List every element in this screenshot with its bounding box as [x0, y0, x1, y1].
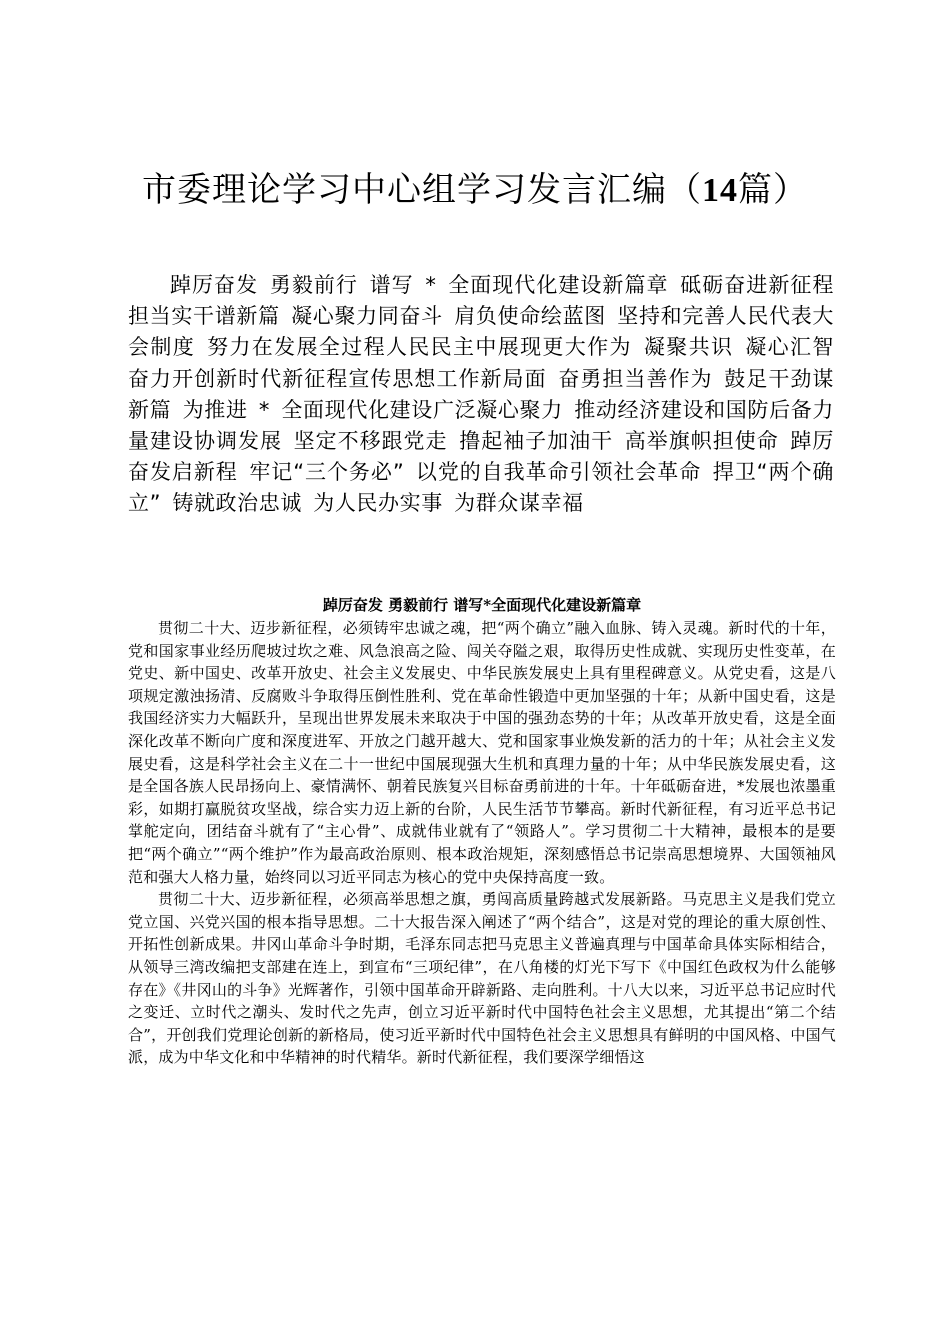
article-paragraph-2: 贯彻二十大、迈步新征程，必须高举思想之旗，勇闯高质量跨越式发展新路。马克思主义是我们党立党立国、兴党兴国的根本指导思想。二十大报告深入阐述了“两个结合”，这是对党的理论的重大原创性、开拓性创新成果。井冈山革命斗争时期，毛泽东同志把马克思主义普遍真理与中国革命具体实际相结合，从领导三湾改编把支部建在连上，到宣布“三项纪律”，在八角楼的灯光下写下《中国红色政权为什么能够存在》《井冈山的斗争》光辉著作，引领中国革命开辟新路、走向胜利。十八大以来，习近平总书记应时代之变迁、立时代之潮头、发时代之先声，创立习近平新时代中国特色社会主义思想，尤其提出“第二个结合”，开创我们党理论创新的新格局，使习近平新时代中国特色社会主义思想具有鲜明的中国风格、中国气派，成为中华文化和中华精神的时代精华。新时代新征程，我们要深学细悟这 — [128, 890, 836, 1067]
article-paragraph-1: 贯彻二十大、迈步新征程，必须铸牢忠诚之魂，把“两个确立”融入血脉、铸入灵魂。新时代的十年，党和国家事业经历爬坡过坎之难、风急浪高之险、闯关夺隘之艰，取得历史性成就、实现历史性变革，在党史、新中国史、改革开放史、社会主义发展史、中华民族发展史上具有里程碑意义。从党史看，这是八项规定激浊扬清、反腐败斗争取得压倒性胜利、党在革命性锻造中更加坚强的十年；从新中国史看，这是我国经济实力大幅跃升，呈现出世界发展未来取决于中国的强劲态势的十年；从改革开放史看，这是全面深化改革不断向广度和深度进军、开放之门越开越大、党和国家事业焕发新的活力的十年；从社会主义发展史看，这是科学社会主义在二十一世纪中国展现强大生机和真理力量的十年；从中华民族发展史看，这是全国各族人民昂扬向上、豪情满怀、朝着民族复兴目标奋勇前进的十年。十年砥砺奋进，*发展也浓墨重彩，如期打赢脱贫攻坚战，综合实力迈上新的台阶，人民生活节节攀高。新时代新征程，有习近平总书记掌舵定向，团结奋斗就有了“主心骨”、成就伟业就有了“领路人”。学习贯彻二十大精神，最根本的是要把“两个确立”“两个维护”作为最高政治原则、根本政治规矩，深刻感悟总书记崇高思想境界、大国领袖风范和强大人格力量，始终同以习近平同志为核心的党中央保持高度一致。 — [128, 619, 836, 886]
article-title: 踔厉奋发 勇毅前行 谱写*全面现代化建设新篇章 — [322, 596, 642, 614]
article-section — [128, 594, 836, 1069]
table-of-contents: 踔厉奋发 勇毅前行 谱写 * 全面现代化建设新篇章 砥砺奋进新征程 担当实干谱新篇 凝心聚力同奋斗 肩负使命绘蓝图 坚持和完善人民代表大会制度 努力在发展全过程人民民主中展现更大作为 凝聚共识 凝心汇智 奋力开创新时代新征程宣传思想工作新局面 奋勇担当善作为 鼓足干劲谋新篇 为推进 * 全面现代化建设广泛凝心聚力 推动经济建设和国防后备力量建设协调发展 坚定不移跟党走 撸起袖子加油干 高举旗帜担使命 踔厉奋发启新程 牢记“三个务必” 以党的自我革命引领社会革命 捍卫“两个确立” 铸就政治忠诚 为人民办实事 为群众谋幸福 — [128, 273, 834, 516]
title-suffix-text: 篇） — [738, 170, 808, 210]
title-count: 14 — [702, 172, 738, 209]
document-title — [0, 166, 950, 215]
title-main-text: 市委理论学习中心组学习发言汇编（ — [142, 170, 702, 210]
